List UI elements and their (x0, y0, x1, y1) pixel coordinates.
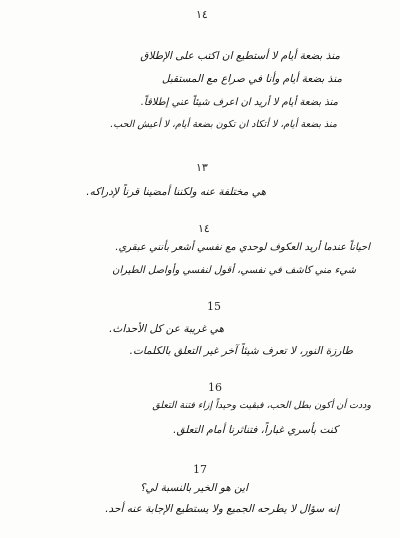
text-line: هي مختلفة عنه ولكننا أمضينا قرناً لإدراكه. (86, 186, 266, 198)
text-line: منذ بضعة أيام لا أستطيع ان اكتب على الإطلاق (140, 50, 340, 62)
text-line: منذ بضعة أيام، لا أتكاد ان تكون بضعة أيام، لا أعيش الحب. (110, 119, 337, 130)
text-line: طارزة النور، لا تعرف شيئاً آخر غير التعلق بالكلمات. (129, 345, 353, 357)
text-line: كنت بأسري غباراً، فتناثرنا أمام التعلق. (173, 424, 338, 436)
section-number: 16 (208, 381, 222, 394)
text-line: احياناً عندما أريد العكوف لوحدي مع نفسي أشعر بأنني عبقري. (115, 242, 370, 253)
section-number: ١٤ (196, 8, 208, 21)
section-number: 15 (207, 300, 221, 313)
text-line: هي غريبة عن كل الأحداث. (109, 323, 224, 335)
section-number: ١٣ (196, 161, 208, 174)
section-number: ١٤ (198, 222, 210, 235)
text-line: منذ بضعة أيام لا أريد ان اعرف شيئاً عني إطلاقاً. (140, 97, 338, 108)
section-number: 17 (193, 463, 207, 476)
text-line: وددت أن أكون بطل الحب، فبقيت وحيداً إزاء فتنة التعلق (152, 400, 371, 411)
text-line: إنه سؤال لا يطرحه الجميع ولا يستطيع الإجابة عنه أحد. (105, 503, 339, 515)
text-line: منذ بضعة أيام وأنا في صراع مع المستقبل (161, 73, 342, 85)
text-line: اين هو الخير بالنسبة لي؟ (139, 482, 248, 494)
text-line: شيء مني كاشف في نفسي، أقول لنفسي وأواصل الطيران (112, 265, 356, 276)
